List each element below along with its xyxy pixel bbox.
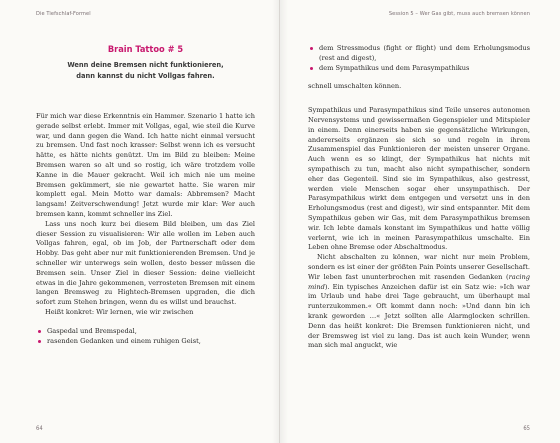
right-paragraph-2: Nicht abschalten zu können, war nicht nur mein Problem, sondern es ist einer der größten Pain Points unserer Gesellschaft. Wir leben fast ununterbrochen mit rasenden Gedanken (racing mind). Ein typisches Anzeichen dafür ist ein Satz wie: »Ich war im Urlaub und habe drei Tage gebraucht, um überhaupt mal runterzukommen.« Oft kommt dann noch: »Und dann bin ich krank geworden …« Jetzt sollten alle Alarmglocken schrillen. Denn das heißt konkret: Die Bremsen funktionieren nicht, und der Bremsweg ist viel zu lang. Das ist auch kein Wunder, wenn man sich mal anguckt, wie <box>308 253 530 350</box>
bullet-dot-icon <box>310 67 313 70</box>
racing-mind-term: racing mind <box>308 272 530 291</box>
right-bullet-list <box>308 44 530 73</box>
left-paragraph-2: Lass uns noch kurz bei diesem Bild bleiben, um das Ziel dieser Session zu visualisieren: Wir alle wollen im Leben auch Vollgas fahren, egal, ob im Job, der Partnerschaft oder dem Hobby. Das geht aber nur mit funktionierenden Bremsen. Und je schneller wir unterwegs sein wollen, desto besser müssen die Bremsen sein. Unser Ziel in dieser Session: deine vielleicht etwas in die Jahre gekommenen, verrosteten Bremsen mit einem langen Bremsweg zu Hightech-Bremsen upgraden, die dich sofort zum Stehen bringen, wenn du es willst und brauchst. <box>36 219 255 307</box>
list-item: dem Stressmodus (fight or flight) und dem Erholungsmodus (rest and digest), <box>308 44 530 64</box>
right-continuation: schnell umschalten können. <box>308 82 402 91</box>
left-bullet-list <box>36 327 255 347</box>
page-number-left: 64 <box>36 426 43 432</box>
left-paragraph-3: Heißt konkret: Wir lernen, wie wir zwischen <box>45 307 194 316</box>
bullet-dot-icon <box>310 47 313 50</box>
list-item: dem Sympathikus und dem Parasympathikus <box>308 64 530 74</box>
left-paragraph-1: Für mich war diese Erkenntnis ein Hammer. Szenario 1 hatte ich gerade selbst erlebt. Immer mit Vollgas, egal, wie steil die Kurve war, und dann gegen die Wand. Ich hatte nicht einmal versucht zu bremsen. Und fast noch krasser: Selbst wenn ich es versucht hätte, es hätte nichts genützt. Um im Bild zu bleiben: Meine Bremsen waren so alt und so rostig, ich wäre trotzdem volle Kanne in die Mauer gekracht. Weil ich mich nie um meine Bremsen gekümmert, sie nie gewartet hatte. Sie waren mir komplett egal. Mein Motto war damals: Abbremsen? Macht langsam! Zeitverschwendung! Jetzt wurde mir klar: Wer auch bremsen kann, kommt schneller ins Ziel. <box>36 112 255 218</box>
brain-tattoo-subtitle-line1: Wenn deine Bremsen nicht funktionieren, <box>67 60 224 69</box>
brain-tattoo-title: Brain Tattoo # 5 <box>107 44 184 55</box>
right-paragraph-1: Sympathikus und Parasympathikus sind Teile unseres autonomen Nervensystems und gewissermaßen Gegenspieler und Mitspieler in einem. Denn einerseits haben sie gegensätzliche Wirkungen, andererseits ergänzen sie sich so und regeln in ihrem Zusammenspiel das Funktionieren der meisten unserer Organe. Auch wenn es so klingt, der Sympathikus hat nichts mit sympathisch zu tun, macht also nicht sympathischer, sondern eher das Gegenteil. Sind sie im Sympathikus, also gestresst, werden viele Menschen sogar eher unsympathisch. Der Parasympathikus wirkt dem entgegen und versetzt uns in den Erholungsmodus (rest and digest), wir sind entspannter. Mit dem Sympathikus geben wir Gas, mit dem Parasympathikus bremsen wir. Ich lebte damals konstant im Sympathikus und hatte völlig verlernt, wie ich in meinen Parasympathikus umschalte. Ein Leben ohne Bremse oder Abschaltmodus. <box>308 106 530 252</box>
brain-tattoo-subtitle <box>36 60 255 81</box>
page-number-right: 65 <box>523 426 530 432</box>
brain-tattoo-subtitle-line2: dann kannst du nicht Vollgas fahren. <box>76 70 215 80</box>
bullet-dot-icon <box>38 340 41 343</box>
right-page <box>280 0 560 443</box>
bullet-dot-icon <box>38 330 41 333</box>
list-item: Gaspedal und Bremspedal, <box>36 327 255 337</box>
running-head-right: Session 5 – Wer Gas gibt, muss auch bremsen können <box>388 11 530 17</box>
running-head-left: Die Tiefschlaf-Formel <box>36 11 91 17</box>
list-item: rasenden Gedanken und einem ruhigen Geist, <box>36 337 255 347</box>
